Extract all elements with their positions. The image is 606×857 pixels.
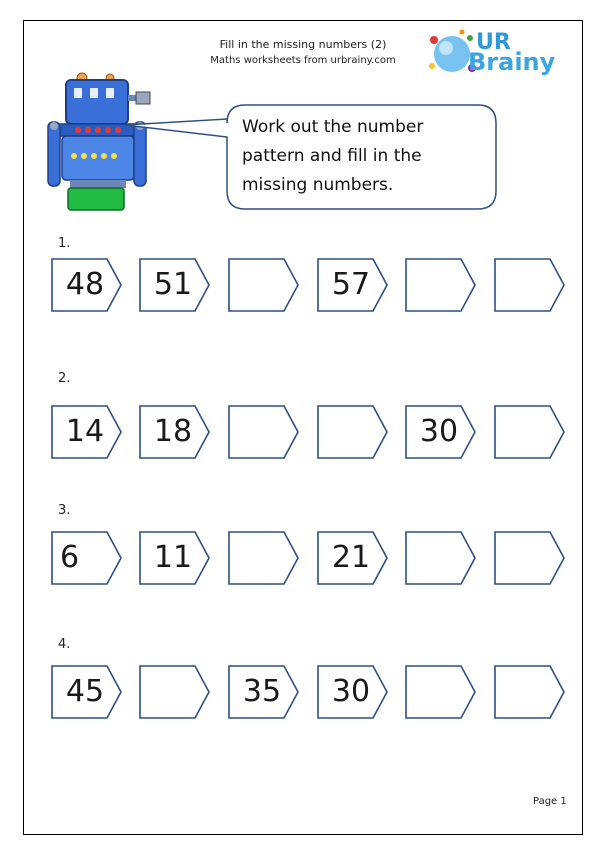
answer-box-empty[interactable] bbox=[494, 531, 566, 585]
sequence-number: 21 bbox=[331, 540, 371, 575]
answer-box-empty[interactable] bbox=[405, 258, 477, 312]
page-number: Page 1 bbox=[533, 796, 567, 807]
worksheet-subtitle: Maths worksheets from urbrainy.com bbox=[210, 55, 396, 66]
logo-ur-text: UR bbox=[476, 30, 511, 55]
answer-box-empty[interactable] bbox=[228, 531, 300, 585]
sequence-number: 30 bbox=[331, 674, 371, 709]
answer-box-given bbox=[139, 258, 211, 312]
worksheet-title: Fill in the missing numbers (2) bbox=[219, 38, 387, 51]
urbrainy-logo bbox=[426, 26, 556, 78]
answer-box-given bbox=[51, 405, 123, 459]
answer-box-empty[interactable] bbox=[494, 405, 566, 459]
sequence-number: 30 bbox=[419, 414, 459, 449]
question-number: 4. bbox=[58, 637, 71, 652]
instruction-line: Work out the number bbox=[242, 117, 424, 137]
answer-box-given bbox=[139, 531, 211, 585]
sequence-number: 6 bbox=[60, 540, 80, 575]
question-number: 2. bbox=[58, 371, 71, 386]
instruction-line: missing numbers. bbox=[242, 175, 394, 195]
question-number: 1. bbox=[58, 236, 71, 251]
answer-box-given bbox=[228, 665, 300, 719]
logo-brainy-text: Brainy bbox=[468, 48, 556, 76]
robot-illustration bbox=[44, 70, 164, 215]
answer-box-given bbox=[317, 531, 389, 585]
answer-box-empty[interactable] bbox=[494, 258, 566, 312]
answer-box-empty[interactable] bbox=[405, 665, 477, 719]
sequence-number: 51 bbox=[153, 267, 193, 302]
sequence-number: 14 bbox=[65, 414, 105, 449]
answer-box-empty[interactable] bbox=[228, 258, 300, 312]
answer-box-empty[interactable] bbox=[317, 405, 389, 459]
sequence-number: 11 bbox=[153, 540, 193, 575]
answer-box-empty[interactable] bbox=[405, 531, 477, 585]
sequence-number: 18 bbox=[153, 414, 193, 449]
answer-box-given bbox=[317, 258, 389, 312]
answer-box-given bbox=[317, 665, 389, 719]
sequence-number: 48 bbox=[65, 267, 105, 302]
sequence-number: 35 bbox=[242, 674, 282, 709]
answer-box-empty[interactable] bbox=[139, 665, 211, 719]
sequence-number: 57 bbox=[331, 267, 371, 302]
question-number: 3. bbox=[58, 503, 71, 518]
instruction-line: pattern and fill in the bbox=[242, 146, 422, 166]
answer-box-empty[interactable] bbox=[228, 405, 300, 459]
answer-box-given bbox=[51, 258, 123, 312]
instruction-text bbox=[242, 113, 492, 200]
answer-box-given bbox=[405, 405, 477, 459]
answer-box-given bbox=[139, 405, 211, 459]
answer-box-given bbox=[51, 531, 123, 585]
answer-box-empty[interactable] bbox=[494, 665, 566, 719]
sequence-number: 45 bbox=[65, 674, 105, 709]
answer-box-given bbox=[51, 665, 123, 719]
